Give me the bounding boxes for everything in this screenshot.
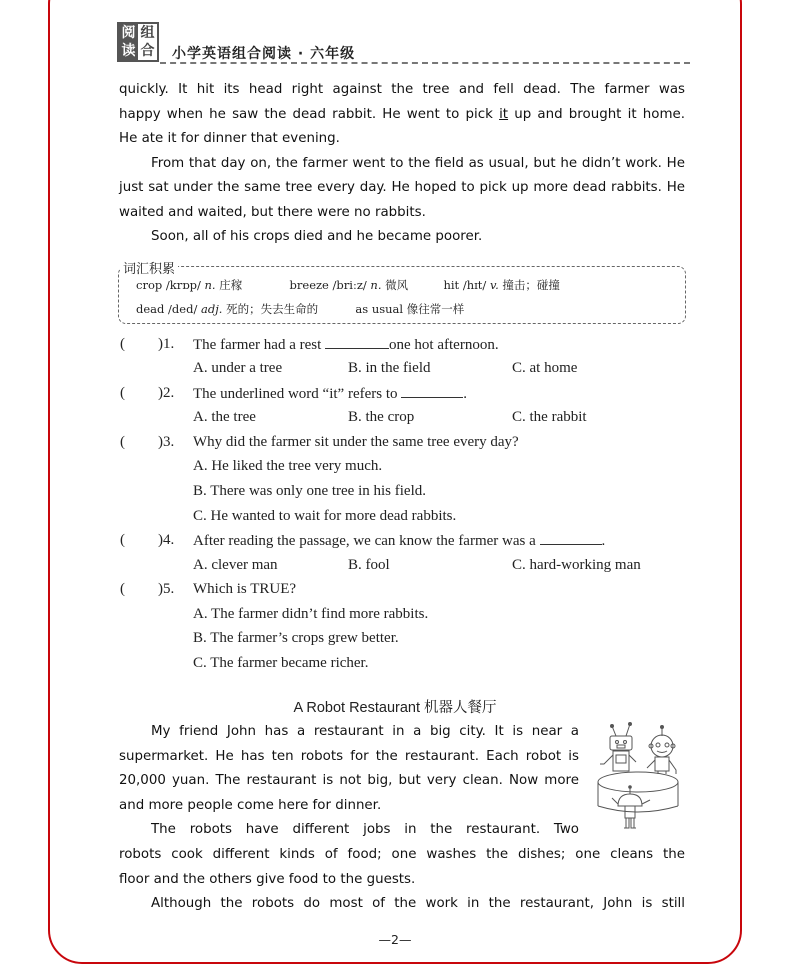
option-a[interactable]: A. The farmer didn’t find more rabbits. xyxy=(193,606,429,622)
passage-2-title: A Robot Restaurant 机器人餐厅 xyxy=(293,700,497,716)
question-stem: The farmer had a rest one hot afternoon. xyxy=(193,337,499,353)
logo-char: 合 xyxy=(138,42,157,60)
vocabulary-title: 词汇积累 xyxy=(120,258,178,277)
vocab-word: as usual xyxy=(355,302,404,316)
option-b[interactable]: B. fool xyxy=(348,557,390,573)
option-a[interactable]: A. the tree xyxy=(193,409,256,425)
answer-paren-open[interactable]: ( xyxy=(120,532,125,548)
question-stem: Why did the farmer sit under the same tree every day? xyxy=(193,434,519,450)
passage-line: He ate it for dinner that evening. xyxy=(119,131,340,146)
passage-line: 20,000 yuan. The restaurant is not big, but very clean. Now more xyxy=(119,773,579,788)
answer-paren-open[interactable]: ( xyxy=(120,385,125,401)
option-b[interactable]: B. There was only one tree in his field. xyxy=(193,483,426,499)
question-stem: The underlined word “it” refers to . xyxy=(193,386,467,402)
option-b[interactable]: B. in the field xyxy=(348,360,431,376)
page-number: —2— xyxy=(378,932,412,947)
vocab-word: crop xyxy=(136,278,163,292)
book-title: 小学英语组合阅读 · 六年级 xyxy=(172,46,356,62)
passage-line: The robots have different jobs in the restaurant. Two xyxy=(151,822,579,837)
passage-line: quickly. It hit its head right against the tree and fell dead. The farmer was xyxy=(119,82,685,97)
logo-char: 读 xyxy=(119,42,138,60)
question-stem: Which is TRUE? xyxy=(193,581,297,597)
question-number: )2. xyxy=(158,385,175,401)
option-c[interactable]: C. He wanted to wait for more dead rabbits. xyxy=(193,508,457,524)
option-b[interactable]: B. the crop xyxy=(348,409,415,425)
passage-line: Although the robots do most of the work in the restaurant, John is still xyxy=(151,896,685,911)
option-a[interactable]: A. He liked the tree very much. xyxy=(193,458,383,474)
passage-paragraph: From that day on, the farmer went to the field as usual, but he didn’t work. He just sat under the same tree every day. He hoped to pick up more dead rabbits. He waited and waited, but there were no rabbits. xyxy=(119,155,685,220)
passage-2-body xyxy=(119,843,685,917)
question-number: )5. xyxy=(158,581,175,597)
passage-2-intro xyxy=(119,720,579,843)
answer-paren-open[interactable]: ( xyxy=(120,336,125,352)
robots-restaurant-illustration xyxy=(590,722,686,840)
header-divider xyxy=(160,62,690,64)
question-number: )1. xyxy=(158,336,175,352)
question-number: )3. xyxy=(158,434,175,450)
option-a[interactable]: A. under a tree xyxy=(193,360,283,376)
passage-line: supermarket. He has ten robots for the restaurant. Each robot is xyxy=(119,748,579,764)
passage-line: and more people come here for dinner. xyxy=(119,797,382,813)
vocab-row: dead /ded/ adj. 死的；失去生命的 as usual 像往常一样 xyxy=(136,302,465,316)
series-logo xyxy=(117,22,159,62)
vocab-row: crop /krɒp/ n. 庄稼 breeze /briːz/ n. 微风 hit /hɪt/ v. 撞击；碰撞 xyxy=(136,278,560,292)
option-c[interactable]: C. the rabbit xyxy=(512,409,587,425)
passage-line: My friend John has a restaurant in a big city. It is near a xyxy=(151,724,579,739)
vocab-word: breeze xyxy=(289,278,329,292)
underlined-word-it: it xyxy=(499,106,509,122)
option-b[interactable]: B. The farmer’s crops grew better. xyxy=(193,630,399,646)
logo-char: 组 xyxy=(138,24,157,42)
answer-blank[interactable] xyxy=(540,532,602,545)
answer-paren-open[interactable]: ( xyxy=(120,581,125,597)
answer-paren-open[interactable]: ( xyxy=(120,434,125,450)
question-stem: After reading the passage, we can know the farmer was a . xyxy=(193,533,606,549)
vocab-word: dead xyxy=(136,302,165,316)
question-number: )4. xyxy=(158,532,175,548)
answer-blank[interactable] xyxy=(401,385,463,398)
passage-line: floor and the others give food to the guests. xyxy=(119,871,416,887)
passage-line: robots cook different kinds of food; one washes the dishes; one cleans the xyxy=(119,847,685,862)
option-a[interactable]: A. clever man xyxy=(193,557,278,573)
vocab-word: hit xyxy=(443,278,460,292)
logo-char: 阅 xyxy=(119,24,138,42)
answer-blank[interactable] xyxy=(325,336,389,349)
option-c[interactable]: C. The farmer became richer. xyxy=(193,655,369,671)
passage-1 xyxy=(119,78,685,250)
option-c[interactable]: C. at home xyxy=(512,360,578,376)
passage-paragraph: Soon, all of his crops died and he became poorer. xyxy=(151,229,483,244)
option-c[interactable]: C. hard-working man xyxy=(512,557,641,573)
passage-line: happy when he saw the dead rabbit. He went to pick it up and brought it home. xyxy=(119,106,685,122)
